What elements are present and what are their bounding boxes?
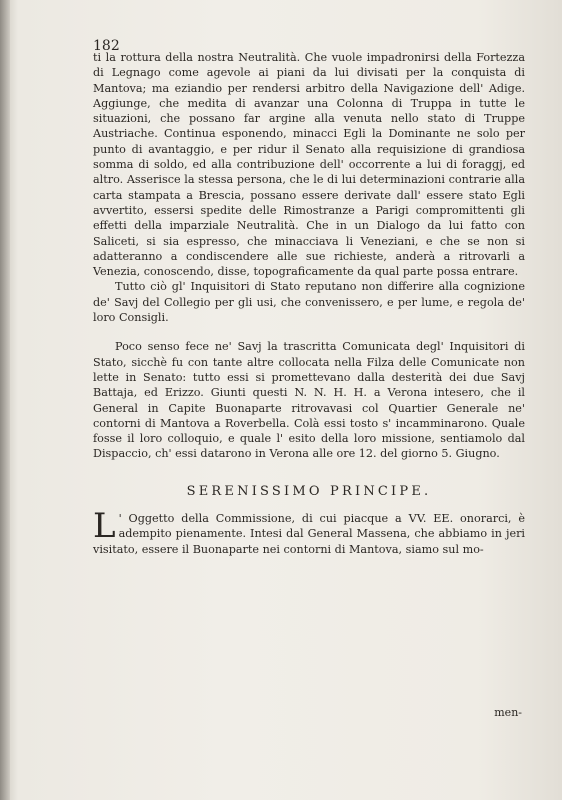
letter-opening bbox=[93, 506, 525, 557]
catchword: men- bbox=[494, 706, 522, 719]
page-number: 182 bbox=[93, 38, 120, 54]
paragraph-1: ti la rottura della nostra Neutralità. Che vuole impadronirsi della Fortezza di Legnago come agevole ai piani da lui divisati per la conquista di Mantova; ma eziandio per rendersi arbitro della Navigazione dell' Adige. Aggiunge, che medita di avanzar una Colonna di Truppa in tutte le situazioni, che possano far argine alla venuta nello stato di Truppe Austriache. Continua esponendo, minacci Egli la Dominante ne solo per punto di avantaggio, e per ridur il Senato alla requisizione di grandiosa somma di soldo, ed alla contribuzione dell' occorrente a lui di foraggj, ed altro. Asserisce la stessa persona, che le di lui determinazioni contrarie alla carta stampata a Brescia, possano essere derivate dall' essere stato Egli avvertito, essersi spedite delle Rimostranze a Parigi compromittenti gli effetti della imparziale Neutralità. Che in un Dialogo da lui fatto con Saliceti, si sia espresso, che minacciava li Veneziani, e che se non si adatteranno a condiscendere alle sue richieste, anderà a ritrovarli a Venezia, conoscendo, disse, topograficamente da qual parte possa entrare. bbox=[93, 51, 525, 279]
body-text bbox=[93, 50, 525, 557]
drop-cap: L bbox=[93, 506, 116, 547]
paragraph-2: Tutto ciò gl' Inquisitori di Stato reputano non differire alla cognizione de' Savj del Collegio per gli usi, che convenissero, e per lume, e regola de' loro Consigli. bbox=[93, 280, 525, 325]
page-gutter bbox=[0, 0, 10, 800]
letter-opening-text: ' Oggetto della Commissione, di cui piacque a VV. EE. onorarci, è adempito pienamente. Intesi dal General Massena, che abbiamo in jeri visitato, essere il Buonaparte nei contorni di Mantova, siamo sul mo- bbox=[93, 512, 525, 556]
paragraph-3: Poco senso fece ne' Savj la trascritta Comunicata degl' Inquisitori di Stato, sicchè fu con tante altre collocata nella Filza delle Comunicate non lette in Senato: tutto essi si promettevano dalla desterità dei due Savj Battaja, ed Erizzo. Giunti questi N. N. H. H. a Verona intesero, che il General in Capite Buonaparte ritrovavasi col Quartier Generale ne' contorni di Mantova a Roverbella. Colà essi tosto s' incamminarono. Quale fosse il loro colloquio, e quale l' esito della loro missione, sentiamolo dal Dispaccio, ch' essi datarono in Verona alle ore 12. del giorno 5. Giugno. bbox=[93, 340, 525, 461]
letter-heading: SERENISSIMO PRINCIPE. bbox=[186, 483, 432, 499]
